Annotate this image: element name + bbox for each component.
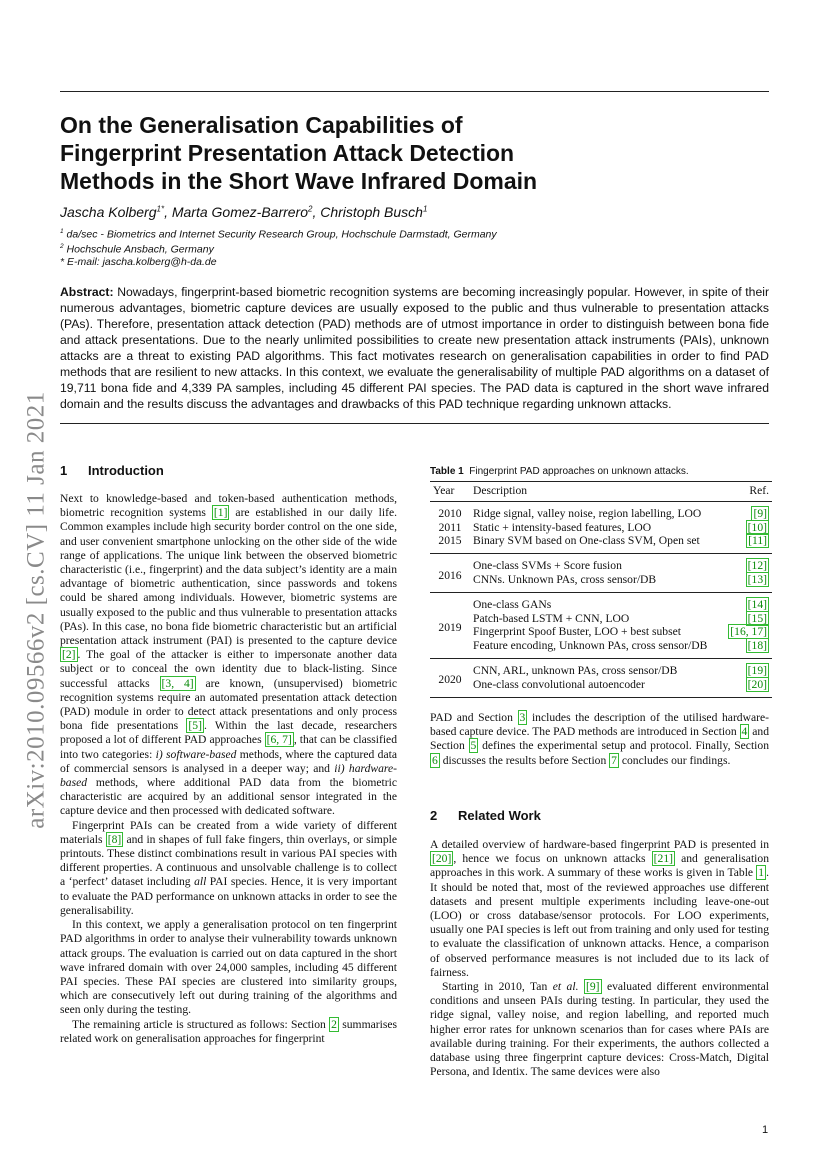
citation-link[interactable]: [20] (432, 852, 452, 866)
affiliation-text: E-mail: jascha.kolberg@h-da.de (67, 256, 217, 268)
table-row (430, 639, 772, 658)
table-row (430, 521, 772, 535)
affiliation-text: da/sec - Biometrics and Internet Security Research Group, Hochschule Darmstadt, Germany (66, 228, 497, 241)
paper-title (60, 111, 760, 195)
section-link[interactable]: 3 (519, 711, 526, 724)
description-cell: One-class convolutional autoencoder (473, 677, 645, 691)
citation-link[interactable]: [8] (107, 832, 122, 846)
abstract (60, 284, 769, 412)
section-link[interactable]: 6 (432, 753, 438, 767)
section-link[interactable]: 2 (331, 1017, 337, 1031)
table-row (430, 678, 772, 697)
author-sup: 1* (156, 204, 165, 214)
table-header-row (430, 482, 772, 502)
affiliation-sup: 2 (60, 243, 64, 250)
year-cell: 2016 (438, 568, 462, 582)
section-heading-related-work (430, 808, 541, 823)
table-row (430, 554, 772, 573)
reference-cell[interactable]: [14] (747, 597, 767, 611)
author-sup: 2 (308, 204, 313, 214)
table-group (430, 592, 772, 658)
table-row (430, 592, 772, 611)
citation-link[interactable]: [1] (213, 506, 228, 520)
table-caption-text: Fingerprint PAD approaches on unknown attacks. (469, 466, 689, 477)
year-cell: 2011 (438, 520, 462, 534)
reference-cell[interactable]: [19] (747, 663, 767, 677)
intro-paragraph: Next to knowledge-based and token-based authentication methods, biometric recognition systems [1] are established in our daily life. Common examples include high security border control on the one side, and user convenient smartphone unlocking on the other side of the wide range of applications. The unique link between the observed biometric characteristic (i.e., fingerprint) and the data subject’s identity are a main advantage of biometric authentication, since passwords and tokens could be shared among individuals. However, biometric systems are usually exposed to the public and thus vulnerable to presentation attacks (PAs). In this case, no bona fide biometric characteristic but an artificial presentation attack instrument (PAI) is presented to the capture device [2] . The goal of the attacker is either to impersonate another data subject or to conceal the own identity due to black-listing. Since successful attacks [3, 4] are known, (unsupervised) biometric recognition systems require an automated presentation attack detection (PAD) module in order to detect attack presentations and only process bona fide presentations [5] . Within the last decade, researchers proposed a lot of different PAD approaches [6, 7] , that can be classified into two categories: i) software-based methods, where the captured data of commercial sensors is analysed in a deeper way; and ii) hardware-based methods, where additional PAD data from the biometric characteristic are acquired by an additional sensor integrated in the capture device and then processed with dedicated software. (60, 492, 398, 818)
author-name: Jascha Kolberg (60, 204, 157, 220)
citation-link[interactable]: [2] (62, 648, 76, 662)
related-paragraph: Starting in 2010, Tan et al. [9] evaluated different environmental conditions and unseen PAIs during testing. In particular, they used the ridge signal, valley noise, and region labelling, and reported much higher error rates for unknown scenarios than for cases where PAIs are available during training. For their experiments, the authors collected a database using three fingerprint capture devices: Cross-Match, Digital Persona, and Identix. The same devices were also (430, 980, 770, 1079)
section-number: 1 (60, 463, 68, 478)
citation-link[interactable]: [9] (585, 980, 600, 994)
year-cell: 2015 (438, 534, 462, 548)
reference-cell[interactable]: [11] (748, 534, 767, 548)
table-link[interactable]: 1 (758, 866, 765, 880)
reference-cell[interactable]: [12] (747, 559, 767, 573)
arxiv-id: arXiv:2010.09566v2 [cs.CV] 11 Jan 2021 (23, 391, 51, 829)
table-row (430, 612, 772, 626)
section-link[interactable]: 4 (741, 725, 748, 739)
table-label: Table 1 (430, 466, 464, 477)
description-cell: Patch-based LSTM + CNN, LOO (473, 611, 630, 625)
description-cell: CNN, ARL, unknown PAs, cross sensor/DB (473, 663, 678, 677)
title-line: Methods in the Short Wave Infrared Domain (60, 168, 538, 194)
description-cell: Feature encoding, Unknown PAs, cross sensor/DB (473, 639, 708, 653)
year-cell: 2020 (438, 673, 462, 687)
year-cell: 2019 (438, 620, 462, 634)
table-row (430, 625, 772, 639)
section-title: Related Work (458, 808, 541, 823)
abstract-text: Nowadays, fingerprint-based biometric recognition systems are becoming increasingly popular. However, in spite of their numerous advantages, biometric capture devices are usually exposed to the public and thus vulnerable to presentation attacks (PAs). Therefore, presentation attack detection (PAD) methods are of utmost importance in order to distinguish between bona fide and attack presentations. Due to the nearly unlimited possibilities to create new presentation attack instruments (PAIs), unknown attacks are a threat to existing PAD algorithms. This fact motivates research on generalisation capabilities in order to find PAD methods that are resilient to new attacks. In this context, we evaluate the generalisability of multiple PAD algorithms on a dataset of 19,711 bona fide and 4,339 PA samples, including 45 different PAI species. The PAD data is captured in the short wave infrared domain and the results discuss the advantages and drawbacks of this PAD technique regarding unknown attacks. (60, 285, 770, 411)
description-cell: Ridge signal, valley noise, region labelling, LOO (473, 506, 702, 520)
author-list: Jascha Kolberg$^{1*}$, Marta Gomez-Barrero$^2$, Christoph Busch$^1$ (60, 204, 428, 220)
table-caption (430, 466, 689, 477)
section-number: 2 (430, 808, 438, 823)
affiliation (60, 228, 497, 241)
description-cell: CNNs. Unknown PAs, cross sensor/DB (473, 572, 657, 586)
table-row (430, 658, 772, 677)
author-name: Christoph Busch (320, 204, 423, 220)
intro-paragraph: PAD and Section 3 includes the description of the utilised hardware-based capture device. The PAD methods are introduced in Section 4 and Section 5 defines the experimental setup and protocol. Finally, Section 6 discusses the results before Section 7 concludes our findings. (430, 711, 769, 767)
introduction-continued (430, 711, 769, 768)
description-cell: One-class SVMs + Score fusion (473, 559, 622, 573)
section-link[interactable]: 7 (611, 753, 617, 767)
related-work-body (430, 838, 769, 1079)
intro-paragraph: In this context, we apply a generalisation protocol on ten fingerprint PAD algorithms in order to analyse their vulnerability towards unknown attack groups. The evaluation is carried out on data captured in the short wave infrared domain with over 24,000 samples, including 45 different PAI species. These PAI species are clustered into similarity groups, which are consecutively left out during training of the algorithms and seen only during the testing. (60, 918, 397, 1017)
page-number: 1 (762, 1124, 769, 1136)
affiliation (60, 243, 214, 256)
year-cell: 2010 (438, 506, 462, 520)
intro-paragraph: Fingerprint PAIs can be created from a wide variety of different materials [8] and in shapes of full fake fingers, thin overlays, or simple printouts. These distinct combinations result in various PAI species with different properties. A continuous and unsolvable challenge is to collect a ‘perfect’ dataset including all PAI species. Hence, it is very important to evaluate the PAD performance on unknown attacks in order to see the generalisability. (60, 818, 397, 917)
table-row (430, 501, 772, 520)
table-group (430, 501, 772, 553)
section-link[interactable]: 5 (470, 739, 477, 753)
section-heading-introduction (60, 463, 164, 478)
reference-cell[interactable]: [9] (753, 506, 767, 520)
reference-cell[interactable]: [18] (747, 639, 767, 653)
arxiv-stamp (22, 370, 52, 850)
citation-link[interactable]: [3, 4] (161, 676, 194, 690)
introduction-body (60, 492, 397, 1046)
citation-link[interactable]: [6, 7] (266, 733, 292, 747)
reference-cell[interactable]: [10] (747, 520, 767, 534)
abstract-label: Abstract: (60, 285, 114, 299)
table-group (430, 658, 772, 697)
column-header: Ref. (749, 484, 769, 497)
reference-cell[interactable]: [20] (747, 677, 767, 691)
affiliation-sup: 1 (60, 228, 64, 235)
reference-cell[interactable]: [15] (747, 611, 767, 625)
section-title: Introduction (88, 463, 164, 478)
abstract-rule (60, 423, 769, 424)
affiliation (60, 256, 217, 268)
description-cell: Fingerprint Spoof Buster, LOO + best subset (473, 625, 681, 639)
title-line: Fingerprint Presentation Attack Detection (60, 140, 515, 166)
citation-link[interactable]: [21] (653, 852, 673, 866)
top-rule (60, 91, 769, 92)
description-cell: Static + intensity-based features, LOO (473, 520, 652, 534)
table-row (430, 573, 772, 592)
description-cell: One-class GANs (473, 597, 552, 611)
reference-cell[interactable]: [13] (747, 572, 767, 586)
affiliation-sup: * (60, 256, 65, 268)
related-paragraph: A detailed overview of hardware-based fingerprint PAD is presented in [20] , hence we focus on unknown attacks [21] and generalisation approaches in this work. A summary of these works is given in Table 1 . It should be noted that, most of the reviewed approaches use different datasets and present multiple experiments including leave-one-out (LOO) or cross database/sensor protocols. For LOO experiments, usually one PAI species is left out from training and only used for testing to evaluate the classification of unknown attacks. Hence, a comparison of observed performance measures is not included due to its lack of fairness. (430, 838, 769, 979)
pad-approaches-table (430, 481, 772, 698)
citation-link[interactable]: [5] (188, 719, 202, 733)
author-name: Marta Gomez-Barrero (171, 204, 309, 220)
column-header: Description (473, 484, 528, 497)
intro-paragraph: The remaining article is structured as follows: Section 2 summarises related work on generalisation approaches for fingerprint (60, 1017, 397, 1045)
affiliation-text: Hochschule Ansbach, Germany (66, 243, 214, 256)
table-row (430, 534, 772, 553)
title-line: On the Generalisation Capabilities of (60, 112, 463, 138)
author-sup: 1 (422, 204, 428, 214)
column-header: Year (433, 484, 455, 497)
description-cell: Binary SVM based on One-class SVM, Open set (473, 534, 700, 548)
table-group (430, 554, 772, 593)
reference-cell[interactable]: [16, 17] (730, 625, 767, 639)
